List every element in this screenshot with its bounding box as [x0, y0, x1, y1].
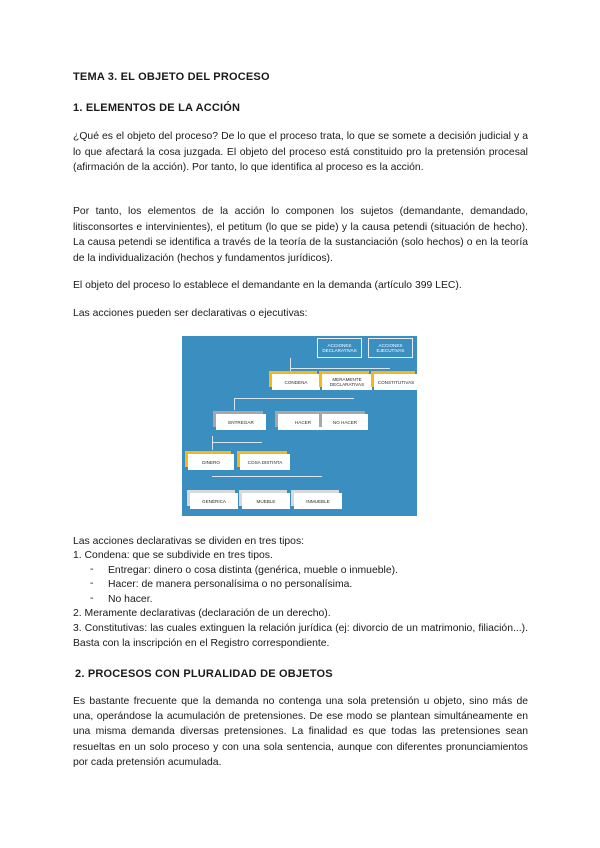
node-dinero: DINERO: [188, 454, 234, 470]
node-inmueble: INMUEBLE: [294, 493, 342, 509]
list-intro: Las acciones declarativas se dividen en tres tipos:: [73, 536, 305, 547]
paragraph-elementos: Por tanto, los elementos de la acción lo componen los sujetos (demandante, demandado, litisconsortes e intervinientes), el petitum (lo que se pide) y la causa petendi (situación de hecho). La causa petendi se identifica a través de la teoría de la sustanciación (solo hechos) o en la teoría de la individualización (hechos y fundamentos jurídicos).: [73, 206, 528, 265]
node-constitutivas: CONSTITUTIVAS: [374, 374, 417, 390]
node-meramente-declarativas: MERAMENTE DECLARATIVAS: [322, 374, 372, 390]
list-item-meramente: 2. Meramente declarativas (declaración de un derecho).: [73, 608, 331, 619]
node-hacer: HACER: [278, 414, 328, 430]
sublist-item-entregar: Entregar: dinero o cosa distinta (genérica, mueble o inmueble).: [108, 565, 398, 576]
node-acciones-declarativas: ACCIONES DECLARATIVAS: [317, 338, 362, 358]
list-bullet: -: [90, 593, 94, 604]
sublist-item-hacer: Hacer: de manera personalísima o no personalísima.: [108, 579, 353, 590]
section-heading-pluralidad: 2. PROCESOS CON PLURALIDAD DE OBJETOS: [75, 668, 333, 680]
list-item-constitutivas: 3. Constitutivas: las cuales extinguen la relación jurídica (ej: divorcio de un matrimonio, filiación...). Basta con la inscripción en el Registro correspondiente.: [73, 623, 528, 649]
connector: [212, 476, 322, 477]
list-bullet: -: [90, 564, 94, 575]
connector: [290, 358, 291, 372]
connector: [212, 436, 213, 450]
node-no-hacer: NO HACER: [322, 414, 368, 430]
connector: [212, 442, 262, 443]
document-title: TEMA 3. EL OBJETO DEL PROCESO: [73, 71, 270, 83]
list-bullet: -: [90, 578, 94, 589]
connector: [290, 368, 390, 369]
sublist-item-no-hacer: No hacer.: [108, 594, 153, 605]
paragraph-objeto: ¿Qué es el objeto del proceso? De lo que el proceso trata, lo que se somete a decisión judicial y a lo que afectará la cosa juzgada. El objeto del proceso está constituido pro la pretensión procesal (afirmación de la acción). Por tanto, lo que identifica al proceso es la acción.: [73, 131, 528, 174]
section-heading-elementos: 1. ELEMENTOS DE LA ACCIÓN: [73, 102, 241, 114]
paragraph-demandante: El objeto del proceso lo establece el demandante en la demanda (artículo 399 LEC).: [73, 280, 462, 291]
acciones-diagram: [182, 336, 417, 516]
paragraph-acciones: Las acciones pueden ser declarativas o ejecutivas:: [73, 308, 308, 319]
node-condena: CONDENA: [272, 374, 320, 390]
node-cosa-distinta: COSA DISTINTA: [240, 454, 290, 470]
node-generica: GENÉRICA: [190, 493, 238, 509]
list-item-condena: 1. Condena: que se subdivide en tres tipos.: [73, 550, 273, 561]
connector: [234, 398, 354, 399]
connector: [234, 398, 235, 410]
node-acciones-ejecutivas: ACCIONES EJECUTIVAS: [368, 338, 413, 358]
node-entregar: ENTREGAR: [216, 414, 266, 430]
paragraph-pluralidad: Es bastante frecuente que la demanda no contenga una sola pretensión u objeto, sino más de una, operándose la acumulación de pretensiones. De ese modo se plantean simultáneamente en una misma demanda diversas pretensiones. La finalidad es que todas las pretensiones sean resueltas en un solo proceso y con una sola sentencia, aunque con diferentes pronunciamientos por cada pretensión acumulada.: [73, 696, 528, 768]
node-mueble: MUEBLE: [242, 493, 290, 509]
